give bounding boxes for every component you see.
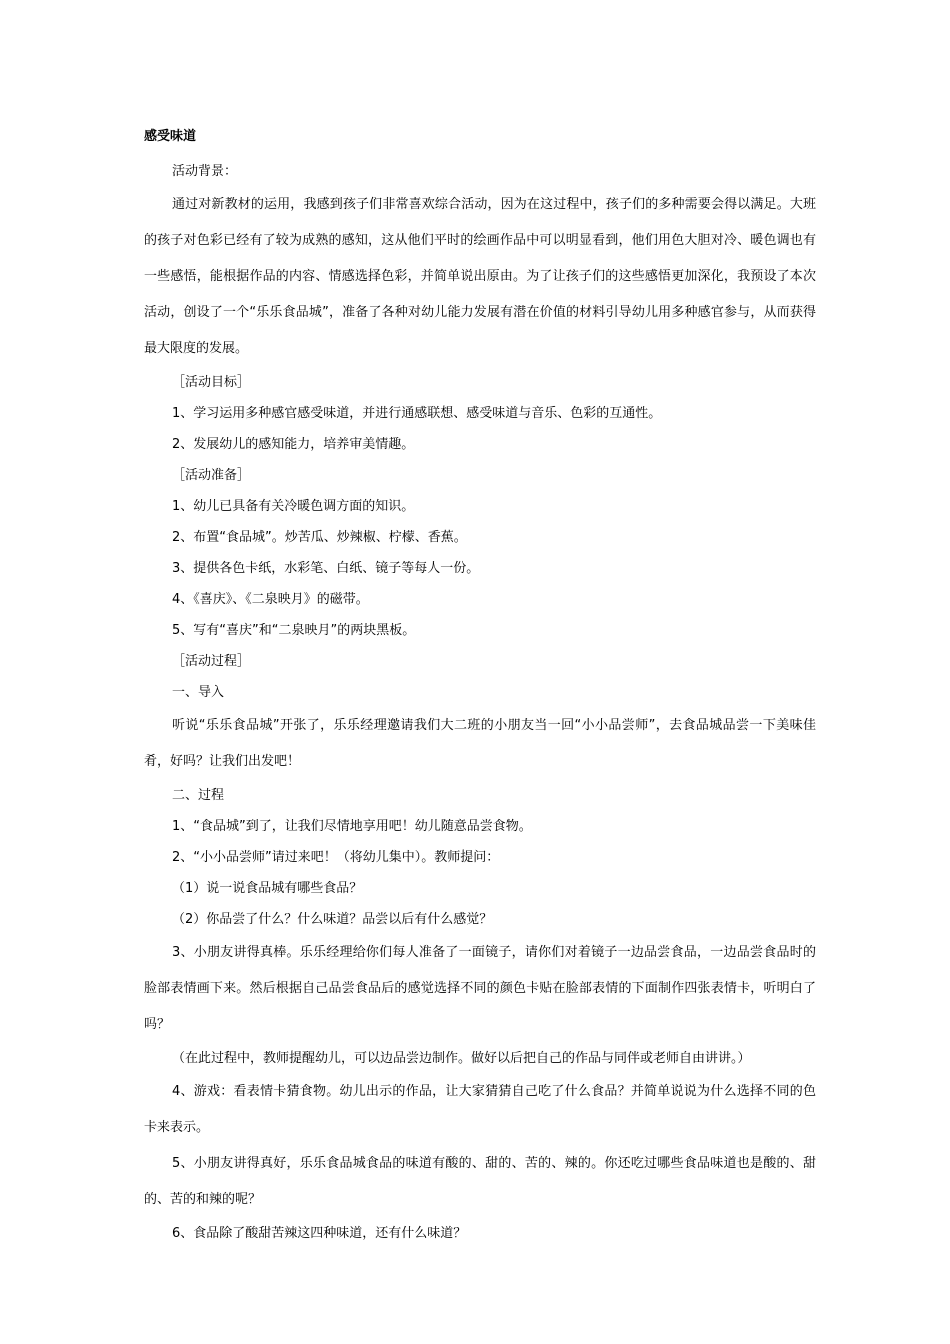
paragraph-background-heading: 活动背景： xyxy=(172,164,238,179)
paragraph-prep-1: 1、幼儿已具备有关冷暖色调方面的知识。 xyxy=(172,499,415,514)
paragraph-goal-2: 2、发展幼儿的感知能力，培养审美情趣。 xyxy=(172,437,415,452)
paragraph-prep-2: 2、布置“食品城”。炒苦瓜、炒辣椒、柠檬、香蕉。 xyxy=(172,530,467,545)
paragraph-process-subheading: 二、过程 xyxy=(172,788,225,803)
paragraph-step-1: 1、“食品城”到了，让我们尽情地享用吧！幼儿随意品尝食物。 xyxy=(172,819,532,834)
paragraph-step-3: 3、小朋友讲得真棒。乐乐经理给你们每人准备了一面镜子，请你们对着镜子一边品尝食品，一边品尝食品时的脸部表情画下来。然后根据自己品尝食品后的感觉选择不同的颜色卡贴在脸部表情的下面制作四张表情卡，听明白了吗？ xyxy=(144,945,816,1032)
paragraph-step-5: 5、小朋友讲得真好，乐乐食品城食品的味道有酸的、甜的、苦的、辣的。你还吃过哪些食品味道也是酸的、甜的、苦的和辣的呢？ xyxy=(144,1156,816,1207)
paragraph-background-text: 通过对新教材的运用，我感到孩子们非常喜欢综合活动，因为在这过程中，孩子们的多种需要会得以满足。大班的孩子对色彩已经有了较为成熟的感知，这从他们平时的绘画作品中可以明显看到，他们用色大胆对冷、暖色调也有一些感悟，能根据作品的内容、情感选择色彩，并简单说出原由。为了让孩子们的这些感悟更加深化，我预设了本次活动，创设了一个“乐乐食品城”，准备了各种对幼儿能力发展有潜在价值的材料引导幼儿用多种感官参与，从而获得最大限度的发展。 xyxy=(144,197,816,356)
document-title: 感受味道 xyxy=(144,129,197,144)
paragraph-question-1: （1）说一说食品城有哪些食品？ xyxy=(172,881,363,896)
paragraph-prep-3: 3、提供各色卡纸，水彩笔、白纸、镜子等每人一份。 xyxy=(172,561,480,576)
paragraph-question-2: （2）你品尝了什么？什么味道？品尝以后有什么感觉？ xyxy=(172,912,493,927)
paragraph-step-6: 6、食品除了酸甜苦辣这四种味道，还有什么味道？ xyxy=(172,1226,467,1241)
paragraph-intro-text: 听说“乐乐食品城”开张了，乐乐经理邀请我们大二班的小朋友当一回“小小品尝师”，去食品城品尝一下美味佳肴，好吗？让我们出发吧！ xyxy=(144,718,816,769)
paragraph-intro-heading: 一、导入 xyxy=(172,685,225,700)
document-page xyxy=(144,0,816,1344)
document-body xyxy=(144,156,816,1249)
paragraph-process-heading: ［活动过程］ xyxy=(172,654,251,669)
paragraph-goal-1: 1、学习运用多种感官感受味道，并进行通感联想、感受味道与音乐、色彩的互通性。 xyxy=(172,406,662,421)
paragraph-step-2: 2、“小小品尝师”请过来吧！（将幼儿集中）。教师提问： xyxy=(172,850,500,865)
paragraph-prep-5: 5、写有“喜庆”和“二泉映月”的两块黑板。 xyxy=(172,623,416,638)
paragraph-step-3-note: （在此过程中，教师提醒幼儿，可以边品尝边制作。做好以后把自己的作品与同伴或老师自由讲讲。） xyxy=(172,1051,751,1066)
paragraph-goals-heading: ［活动目标］ xyxy=(172,375,251,390)
paragraph-step-4: 4、游戏：看表情卡猜食物。幼儿出示的作品，让大家猜猜自己吃了什么食品？并简单说说为什么选择不同的色卡来表示。 xyxy=(144,1084,816,1135)
paragraph-preparation-heading: ［活动准备］ xyxy=(172,468,251,483)
paragraph-prep-4: 4、《喜庆》、《二泉映月》的磁带。 xyxy=(172,592,369,607)
